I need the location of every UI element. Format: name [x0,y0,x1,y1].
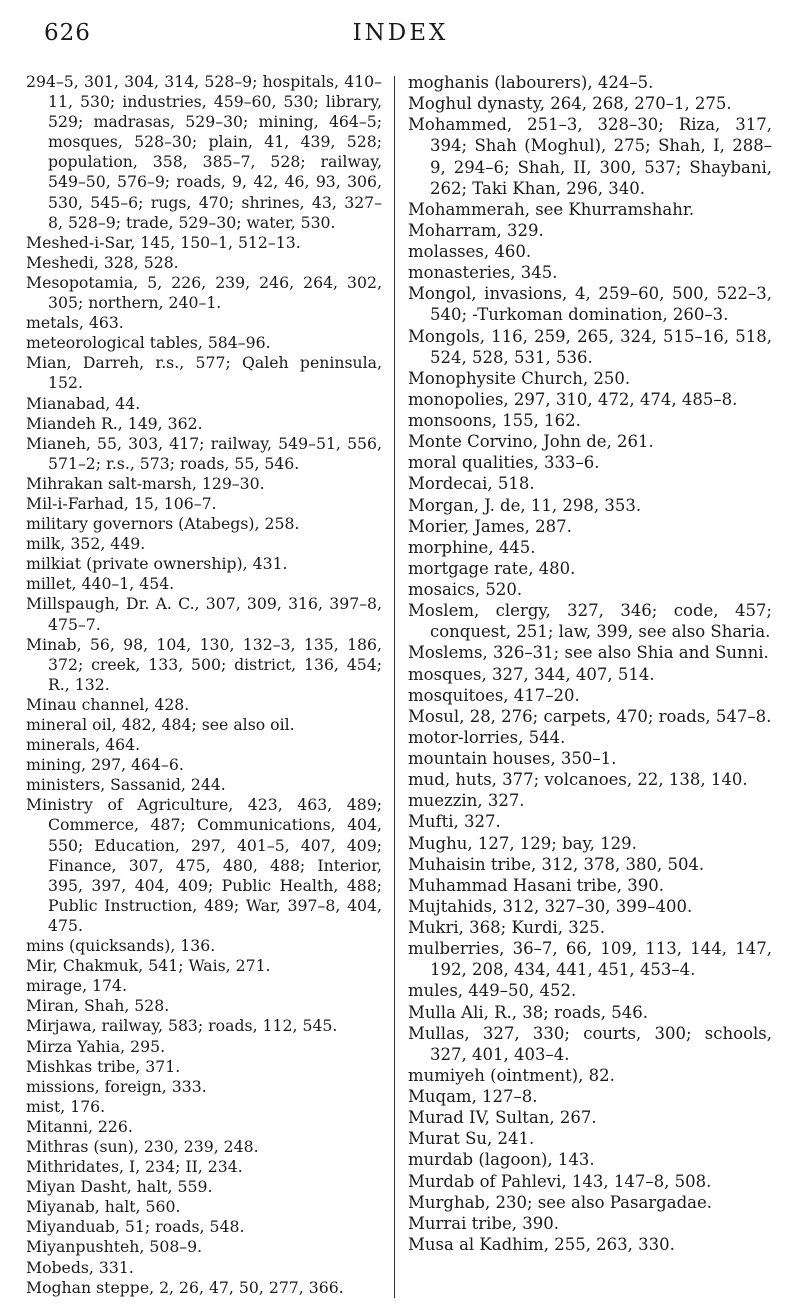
index-entry: Morier, James, 287. [408,516,572,536]
index-entry: moral qualities, 333–6. [408,453,600,473]
index-entry: Mir, Chakmuk, 541; Wais, 271. [26,956,271,976]
index-entry: metals, 463. [26,313,124,333]
index-entry: Mian, Darreh, r.s., 577; Qaleh peninsula, 152. [26,353,382,393]
index-entry: Muhammad Hasani tribe, 390. [408,875,664,895]
index-entry: Miyanduab, 51; roads, 548. [26,1217,245,1237]
index-entry: muezzin, 327. [408,791,525,811]
index-entry: mirage, 174. [26,976,127,996]
index-entry: mulberries, 36–7, 66, 109, 113, 144, 147, 192, 208, 434, 441, 451, 453–4. [408,939,772,980]
index-entry: Meshedi, 328, 528. [26,252,179,272]
index-entry: Moharram, 329. [408,220,544,240]
index-entry: Meshed-i-Sar, 145, 150–1, 512–13. [26,232,301,252]
index-entry: Mongol, invasions, 4, 259–60, 500, 522–3, 540; -Turkoman domination, 260–3. [408,284,772,325]
index-entry: Mobeds, 331. [26,1257,134,1277]
index-entry: milk, 352, 449. [26,534,146,554]
index-entry: morphine, 445. [408,537,536,557]
index-entry: Ministry of Agriculture, 423, 463, 489; Commerce, 487; Communications, 404, 550; Education, 297, 401–5, 407, 409; Finance, 307, 475, 480, 488; Interior, 395, 397, 404, 409; Public Health, 488; Public Instruction, 489; War, 397–8, 404, 475. [26,795,382,935]
index-entry: mosquitoes, 417–20. [408,685,580,705]
index-entry: mosques, 327, 344, 407, 514. [408,664,655,684]
index-entry: Mulla Ali, R., 38; roads, 546. [408,1002,648,1022]
index-entry: Mughu, 127, 129; bay, 129. [408,833,637,853]
index-entry: Murrai tribe, 390. [408,1213,560,1233]
index-entry: Mesopotamia, 5, 226, 239, 246, 264, 302, 305; northern, 240–1. [26,272,382,313]
index-entry: mins (quicksands), 136. [26,936,216,956]
index-entry: Mohammerah, see Khurramshahr. [408,199,695,219]
index-entry: Mukri, 368; Kurdi, 325. [408,918,606,937]
page-title: INDEX [352,20,449,46]
index-entry: Minau channel, 428. [26,694,190,714]
index-entry: minerals, 464. [26,735,141,755]
index-entry: Muqam, 127–8. [408,1087,538,1106]
index-entry: Mirjawa, railway, 583; roads, 112, 545. [26,1016,338,1036]
index-entry: mining, 297, 464–6. [26,755,184,775]
index-entry: murdab (lagoon), 143. [408,1150,595,1170]
index-entry: Mithridates, I, 234; II, 234. [26,1157,243,1177]
index-entry: motor-lorries, 544. [408,727,566,747]
index-entry: Minab, 56, 98, 104, 130, 132–3, 135, 186, 372; creek, 133, 500; district, 136, 454; R., 132. [26,634,382,694]
index-entry: Mishkas tribe, 371. [26,1056,181,1076]
index-entry: mumiyeh (ointment), 82. [408,1065,615,1085]
index-entry: Mosul, 28, 276; carpets, 470; roads, 547–8. [408,706,772,726]
index-entry: Monophysite Church, 250. [408,368,631,388]
index-entry: Mirza Yahia, 295. [26,1036,166,1056]
index-entry: Murad IV, Sultan, 267. [408,1108,597,1128]
index-entry: Mordecai, 518. [408,474,535,494]
index-entry: mortgage rate, 480. [408,558,576,578]
index-entry: milkiat (private ownership), 431. [26,554,288,574]
index-entry: mountain houses, 350–1. [408,749,617,768]
index-entry: mud, huts, 377; volcanoes, 22, 138, 140. [408,770,748,790]
index-entry: Moslem, clergy, 327, 346; code, 457; conquest, 251; law, 399, see also Sharia. [408,601,772,642]
index-entry: military governors (Atabegs), 258. [26,514,300,534]
index-entry: monsoons, 155, 162. [408,411,581,430]
index-entry: Moghan steppe, 2, 26, 47, 50, 277, 366. [26,1277,344,1297]
index-entry: Millspaugh, Dr. A. C., 307, 309, 316, 397–8, 475–7. [26,594,382,634]
index-entry: Musa al Kadhim, 255, 263, 330. [408,1234,675,1254]
index-entry: Mianabad, 44. [26,393,141,413]
index-entry: moghanis (labourers), 424–5. [408,73,654,92]
index-entry: Miyan Dasht, halt, 559. [26,1177,213,1197]
index-entry: Murdab of Pahlevi, 143, 147–8, 508. [408,1171,712,1191]
index-entry: millet, 440–1, 454. [26,574,175,594]
index-entry: Moslems, 326–31; see also Shia and Sunni. [408,643,769,663]
index-entry: Mohammed, 251–3, 328–30; Riza, 317, 394; Shah (Moghul), 275; Shah, I, 288–9, 294–6; Shah, II, 300, 537; Shaybani, 262; Taki Khan, 296, 340. [408,115,772,198]
index-entry: Moghul dynasty, 264, 268, 270–1, 275. [408,94,732,114]
index-entry: mineral oil, 482, 484; see also oil. [26,715,295,734]
index-entry: Morgan, J. de, 11, 298, 353. [408,495,642,515]
index-entry: Miandeh R., 149, 362. [26,413,203,433]
index-entry: Miyanab, halt, 560. [26,1197,181,1217]
index-entry: Muhaisin tribe, 312, 378, 380, 504. [408,854,705,874]
index-entry: Murat Su, 241. [408,1129,535,1149]
index-entry: Miyanpushteh, 508–9. [26,1237,203,1257]
index-entry: Mithras (sun), 230, 239, 248. [26,1136,259,1156]
page-header [0,20,801,56]
index-entry: monasteries, 345. [408,263,558,283]
left-column [26,72,382,1298]
index-entry: Murghab, 230; see also Pasargadae. [408,1192,712,1212]
index-entry: mosaics, 520. [408,580,523,599]
right-column [408,72,772,1255]
page-number: 626 [44,20,91,46]
index-entry: Mullas, 327, 330; courts, 300; schools, 327, 401, 403–4. [408,1023,772,1064]
column-divider [394,76,395,1298]
index-entry: meteorological tables, 584–96. [26,333,271,353]
index-entry: Miran, Shah, 528. [26,996,170,1016]
index-entry: Mongols, 116, 259, 265, 324, 515–16, 518, 524, 528, 531, 536. [408,326,772,367]
index-entry: Mianeh, 55, 303, 417; railway, 549–51, 556, 571–2; r.s., 573; roads, 55, 546. [26,433,382,473]
index-entry: Mitanni, 226. [26,1116,133,1136]
index-columns [0,72,801,1302]
index-entry: molasses, 460. [408,242,532,261]
index-entry: ministers, Sassanid, 244. [26,775,226,795]
index-entry: Mihrakan salt-marsh, 129–30. [26,473,265,493]
index-entry: mules, 449–50, 452. [408,981,577,1001]
index-entry: Monte Corvino, John de, 261. [408,432,654,452]
index-entry: Mil-i-Farhad, 15, 106–7. [26,493,217,513]
index-entry: missions, foreign, 333. [26,1076,207,1096]
index-entry: Mujtahids, 312, 327–30, 399–400. [408,896,693,916]
index-entry: Mufti, 327. [408,812,501,832]
index-entry: 294–5, 301, 304, 314, 528–9; hospitals, 410–11, 530; industries, 459–60, 530; library, 529; madrasas, 529–30; mining, 464–5; mosques, 528–30; plain, 41, 439, 528; population, 358, 385–7, 528; railway, 549–50, 576–9; roads, 9, 42, 46, 93, 306, 530, 545–6; rugs, 470; shrines, 43, 327–8, 528–9; trade, 529–30; water, 530. [26,72,382,232]
index-entry: mist, 176. [26,1096,106,1116]
index-entry: monopolies, 297, 310, 472, 474, 485–8. [408,389,738,409]
